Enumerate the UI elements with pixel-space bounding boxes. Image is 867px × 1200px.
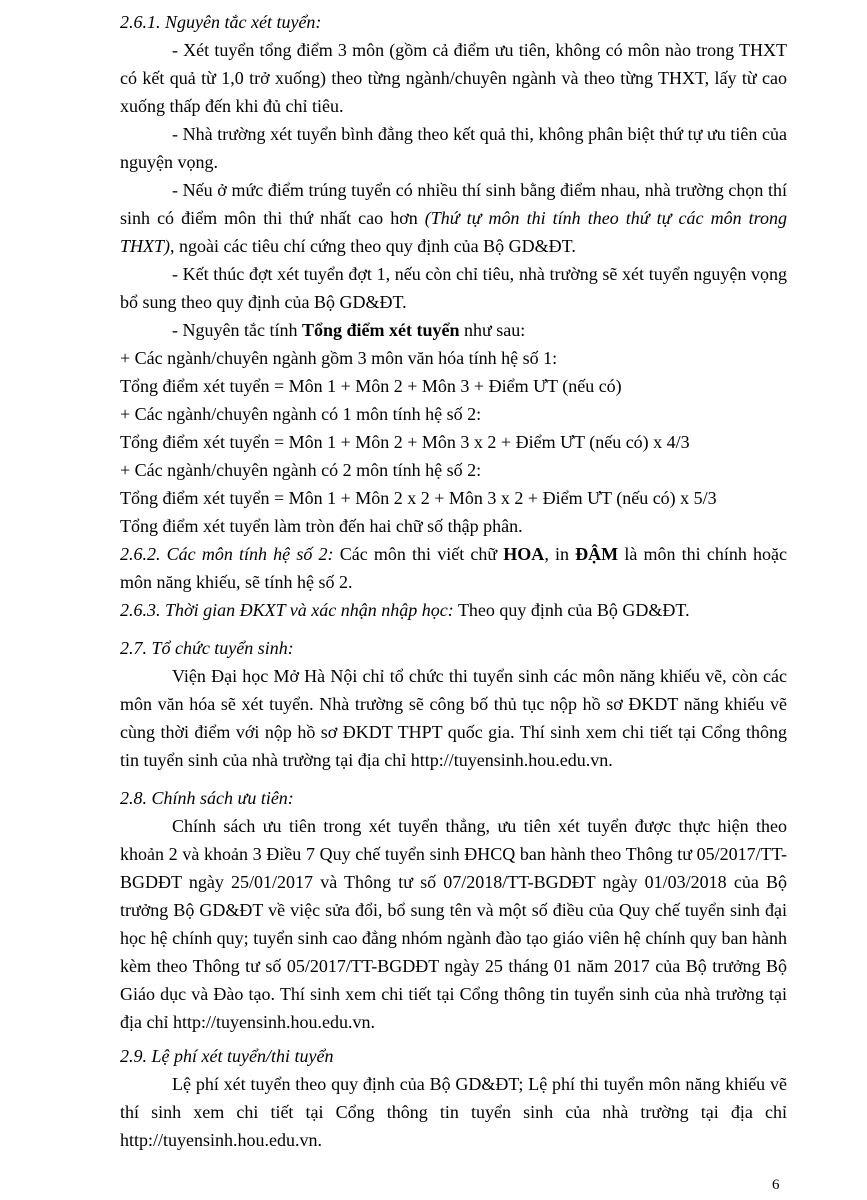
coef-bold-upper: HOA [503, 544, 545, 564]
section-2-6-3 [120, 596, 690, 624]
section-2-7-heading: 2.7. Tổ chức tuyển sinh: [120, 638, 294, 658]
formula-case-1-label: + Các ngành/chuyên ngành gồm 3 môn văn hóa tính hệ số 1: [120, 348, 558, 368]
page-number: 6 [772, 1177, 780, 1193]
section-2-8-heading: 2.8. Chính sách ưu tiên: [120, 788, 294, 808]
score-rule-term: Tổng điểm xét tuyển [301, 320, 460, 340]
formula-case-2: Tổng điểm xét tuyển = Môn 1 + Môn 2 + Môn 3 x 2 + Điểm ƯT (nếu có) x 4/3 [120, 432, 690, 452]
paragraph-2-6-1-d: - Kết thúc đợt xét tuyển đợt 1, nếu còn chỉ tiêu, nhà trường sẽ xét tuyển nguyện vọng bổ sung theo quy định của Bộ GD&ĐT. [120, 264, 787, 312]
formula-case-1: Tổng điểm xét tuyển = Môn 1 + Môn 2 + Môn 3 + Điểm ƯT (nếu có) [120, 376, 622, 396]
paragraph-2-6-1-b: - Nhà trường xét tuyển bình đẳng theo kết quả thi, không phân biệt thứ tự ưu tiên của nguyện vọng. [120, 124, 787, 172]
rounding-note: Tổng điểm xét tuyển làm tròn đến hai chữ số thập phân. [120, 516, 523, 536]
coef-text-3: là môn thi chính hoặc môn năng khiếu, sẽ tính hệ số 2. [120, 544, 787, 592]
section-2-6-3-text: Theo quy định của Bộ GD&ĐT. [453, 600, 690, 620]
section-2-8-paragraph: Chính sách ưu tiên trong xét tuyển thẳng, ưu tiên xét tuyển được thực hiện theo khoản 2 và khoản 3 Điều 7 Quy chế tuyển sinh ĐHCQ ban hành theo Thông tư 05/2017/TT-BGDĐT ngày 25/01/2017 và Thông tư số 07/2018/TT-BGDĐT ngày 01/03/2018 của Bộ trưởng Bộ GD&ĐT về việc sửa đổi, bổ sung tên và một số điều của Quy chế tuyển sinh đại học hệ chính quy; tuyển sinh cao đẳng nhóm ngành đào tạo giáo viên hệ chính quy ban hành kèm theo Thông tư số 05/2017/TT-BGDĐT ngày 25 tháng 01 năm 2017 của Bộ trưởng Bộ Giáo dục và Đào tạo. Thí sinh xem chi tiết tại Cổng thông tin tuyển sinh của nhà trường tại địa chỉ http://tuyensinh.hou.edu.vn. [120, 816, 787, 1032]
score-rule-intro: - Nguyên tắc tính [172, 320, 302, 340]
section-2-6-1-heading: 2.6.1. Nguyên tắc xét tuyển: [120, 12, 322, 32]
section-2-9-heading: 2.9. Lệ phí xét tuyển/thi tuyển [120, 1046, 334, 1066]
coef-text-1: Các môn thi viết chữ [333, 544, 504, 564]
section-2-9-paragraph: Lệ phí xét tuyển theo quy định của Bộ GD&ĐT; Lệ phí thi tuyển môn năng khiếu vẽ thí sinh xem chi tiết tại Cổng thông tin tuyển sinh của nhà trường tại địa chỉ http://tuyensinh.hou.edu.vn. [120, 1074, 787, 1150]
section-2-6-3-heading: 2.6.3. Thời gian ĐKXT và xác nhận nhập học: [120, 600, 454, 620]
coef-text-2: , in [544, 544, 576, 564]
paragraph-2-6-1-c [120, 176, 787, 260]
tie-rule-note: (Thứ tự môn thi tính theo thứ tự các môn trong THXT) [120, 208, 787, 256]
paragraph-2-6-1-e [120, 316, 787, 344]
section-2-6-2-heading: 2.6.2. Các môn tính hệ số 2: [120, 544, 334, 564]
section-2-6-2 [120, 540, 787, 596]
tie-rule-text: - Nếu ở mức điểm trúng tuyển có nhiều thí sinh bằng điểm nhau, nhà trường chọn thí sinh có điểm môn thi thứ nhất cao hơn [120, 180, 787, 228]
coef-bold-dam: ĐẬM [575, 544, 619, 564]
paragraph-2-6-1-a: - Xét tuyển tổng điểm 3 môn (gồm cả điểm ưu tiên, không có môn nào trong THXT có kết quả từ 1,0 trở xuống) theo từng ngành/chuyên ngành và theo từng THXT, lấy từ cao xuống thấp đến khi đủ chỉ tiêu. [120, 40, 787, 116]
section-2-7-paragraph: Viện Đại học Mở Hà Nội chỉ tổ chức thi tuyển sinh các môn năng khiếu vẽ, còn các môn văn hóa sẽ xét tuyển. Nhà trường sẽ công bố thủ tục nộp hồ sơ ĐKDT năng khiếu vẽ cùng thời điểm với nộp hồ sơ ĐKDT THPT quốc gia. Thí sinh xem chi tiết tại Cổng thông tin tuyển sinh của nhà trường tại địa chỉ http://tuyensinh.hou.edu.vn. [120, 666, 787, 770]
formula-case-2-label: + Các ngành/chuyên ngành có 1 môn tính hệ số 2: [120, 404, 482, 424]
formula-case-3-label: + Các ngành/chuyên ngành có 2 môn tính hệ số 2: [120, 460, 482, 480]
tie-rule-tail: , ngoài các tiêu chí cứng theo quy định của Bộ GD&ĐT. [170, 236, 576, 256]
formula-case-3: Tổng điểm xét tuyển = Môn 1 + Môn 2 x 2 + Môn 3 x 2 + Điểm ƯT (nếu có) x 5/3 [120, 488, 717, 508]
score-rule-tail: như sau: [459, 320, 526, 340]
